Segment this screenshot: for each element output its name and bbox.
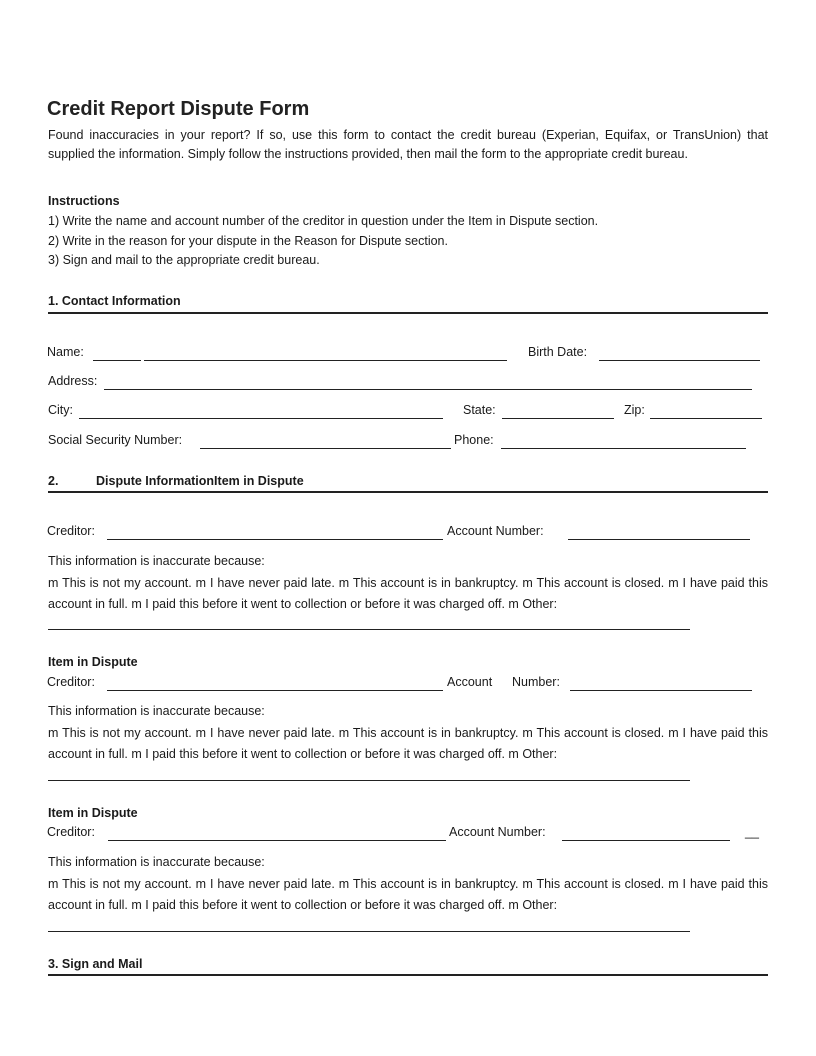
- inaccurate-label: This information is inaccurate because:: [48, 855, 265, 869]
- address-label: Address:: [48, 374, 98, 388]
- instruction-step: 2) Write in the reason for your dispute in the Reason for Dispute section.: [48, 234, 448, 248]
- sign-section-heading: 3. Sign and Mail: [48, 957, 143, 971]
- trailing-underscore: __: [745, 825, 759, 839]
- instruction-step: 3) Sign and mail to the appropriate credit bureau.: [48, 253, 320, 267]
- state-field[interactable]: [502, 418, 614, 419]
- page-title: Credit Report Dispute Form: [47, 98, 310, 120]
- section-divider: [48, 974, 768, 976]
- ssn-label: Social Security Number:: [48, 433, 183, 447]
- dispute-options[interactable]: m This is not my account. m I have never paid late. m This account is in bankruptcy. m This account is closed. m I have paid this account in full. m I paid this before it went to collection or before it was charged off. m Other:: [48, 877, 768, 912]
- dispute-options[interactable]: m This is not my account. m I have never paid late. m This account is in bankruptcy. m This account is closed. m I have paid this account in full. m I paid this before it went to collection or before it was charged off. m Other:: [48, 726, 768, 761]
- account-number-field[interactable]: [568, 539, 750, 540]
- creditor-label: Creditor:: [47, 524, 95, 538]
- account-label: Account: [447, 675, 493, 689]
- name-field-extended[interactable]: [144, 360, 507, 361]
- dispute-section-heading: Dispute InformationItem in Dispute: [96, 474, 304, 488]
- city-label: City:: [48, 403, 73, 417]
- city-field[interactable]: [79, 418, 443, 419]
- creditor-field[interactable]: [107, 539, 443, 540]
- birth-date-label: Birth Date:: [528, 345, 588, 359]
- creditor-label: Creditor:: [47, 675, 95, 689]
- contact-section-heading: 1. Contact Information: [48, 294, 181, 308]
- other-reason-field[interactable]: [48, 931, 690, 932]
- intro-text: Found inaccuracies in your report? If so, use this form to contact the credit bureau (Experian, Equifax, or TransUnion) that supplied the information. Simply follow the instructions provided, then mail the form to the appropriate credit bureau.: [48, 128, 768, 161]
- ssn-field[interactable]: [200, 448, 451, 449]
- name-field[interactable]: [93, 360, 141, 361]
- number-label: Number:: [512, 675, 560, 689]
- creditor-field[interactable]: [108, 840, 446, 841]
- inaccurate-label: This information is inaccurate because:: [48, 554, 265, 568]
- creditor-field[interactable]: [107, 690, 443, 691]
- phone-field[interactable]: [501, 448, 746, 449]
- section-divider: [48, 491, 768, 493]
- dispute-options[interactable]: m This is not my account. m I have never paid late. m This account is in bankruptcy. m This account is closed. m I have paid this account in full. m I paid this before it went to collection or before it was charged off. m Other:: [48, 576, 768, 611]
- section-divider: [48, 312, 768, 314]
- creditor-label: Creditor:: [47, 825, 95, 839]
- dispute-section-number: 2.: [48, 474, 59, 488]
- account-number-field[interactable]: [570, 690, 752, 691]
- other-reason-field[interactable]: [48, 780, 690, 781]
- item-in-dispute-heading: Item in Dispute: [48, 655, 138, 669]
- birth-date-field[interactable]: [599, 360, 760, 361]
- other-reason-field[interactable]: [48, 629, 690, 630]
- account-number-label: Account Number:: [449, 825, 546, 839]
- address-field[interactable]: [104, 389, 752, 390]
- inaccurate-label: This information is inaccurate because:: [48, 704, 265, 718]
- zip-label: Zip:: [624, 403, 645, 417]
- phone-label: Phone:: [454, 433, 494, 447]
- item-in-dispute-heading: Item in Dispute: [48, 806, 138, 820]
- instructions-heading: Instructions: [48, 194, 120, 208]
- zip-field[interactable]: [650, 418, 762, 419]
- instruction-step: 1) Write the name and account number of the creditor in question under the Item in Dispute section.: [48, 214, 599, 228]
- account-number-label: Account Number:: [447, 524, 544, 538]
- state-label: State:: [463, 403, 496, 417]
- account-number-field[interactable]: [562, 840, 730, 841]
- name-label: Name:: [47, 345, 84, 359]
